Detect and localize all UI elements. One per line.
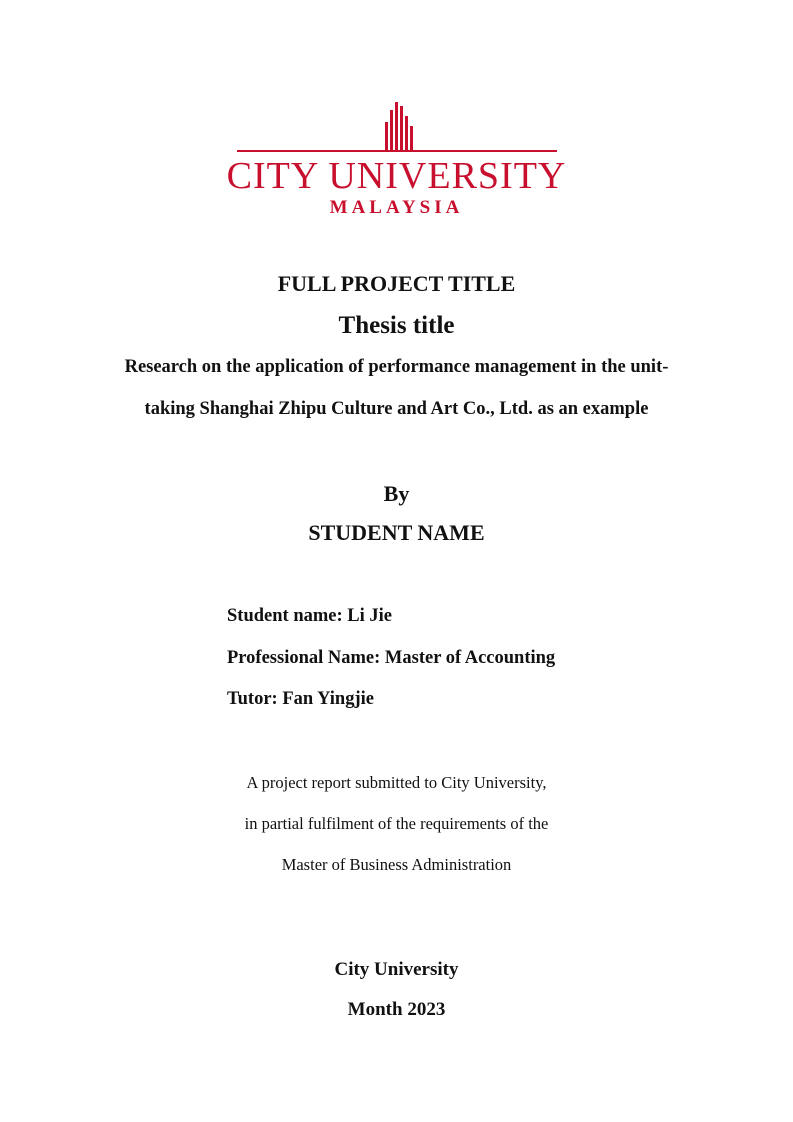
research-title: Research on the application of performance management in the unit-taking Shanghai Zhipu Culture and Art Co., Ltd. as an example (124, 357, 669, 419)
student-name-heading: STUDENT NAME (308, 520, 485, 545)
institution-name: City University (334, 959, 459, 980)
full-project-title-label: FULL PROJECT TITLE (277, 271, 516, 296)
submission-line-2: in partial fulfilment of the requirements of the (244, 814, 549, 833)
student-name-line: Student name: Li Jie (227, 606, 392, 626)
tutor-line: Tutor: Fan Yingjie (227, 689, 374, 709)
thesis-title-label: Thesis title (338, 312, 455, 339)
logo-wordmark: CITY UNIVERSITY (226, 155, 567, 197)
university-logo (0, 96, 793, 226)
by-label: By (383, 481, 410, 506)
submission-date: Month 2023 (347, 999, 446, 1020)
logo-subtitle: MALAYSIA (329, 197, 464, 218)
submission-line-1: A project report submitted to City University, (246, 773, 547, 792)
professional-name-line: Professional Name: Master of Accounting (227, 648, 556, 668)
building-towers-icon (237, 96, 557, 156)
submission-line-3: Master of Business Administration (281, 855, 512, 874)
